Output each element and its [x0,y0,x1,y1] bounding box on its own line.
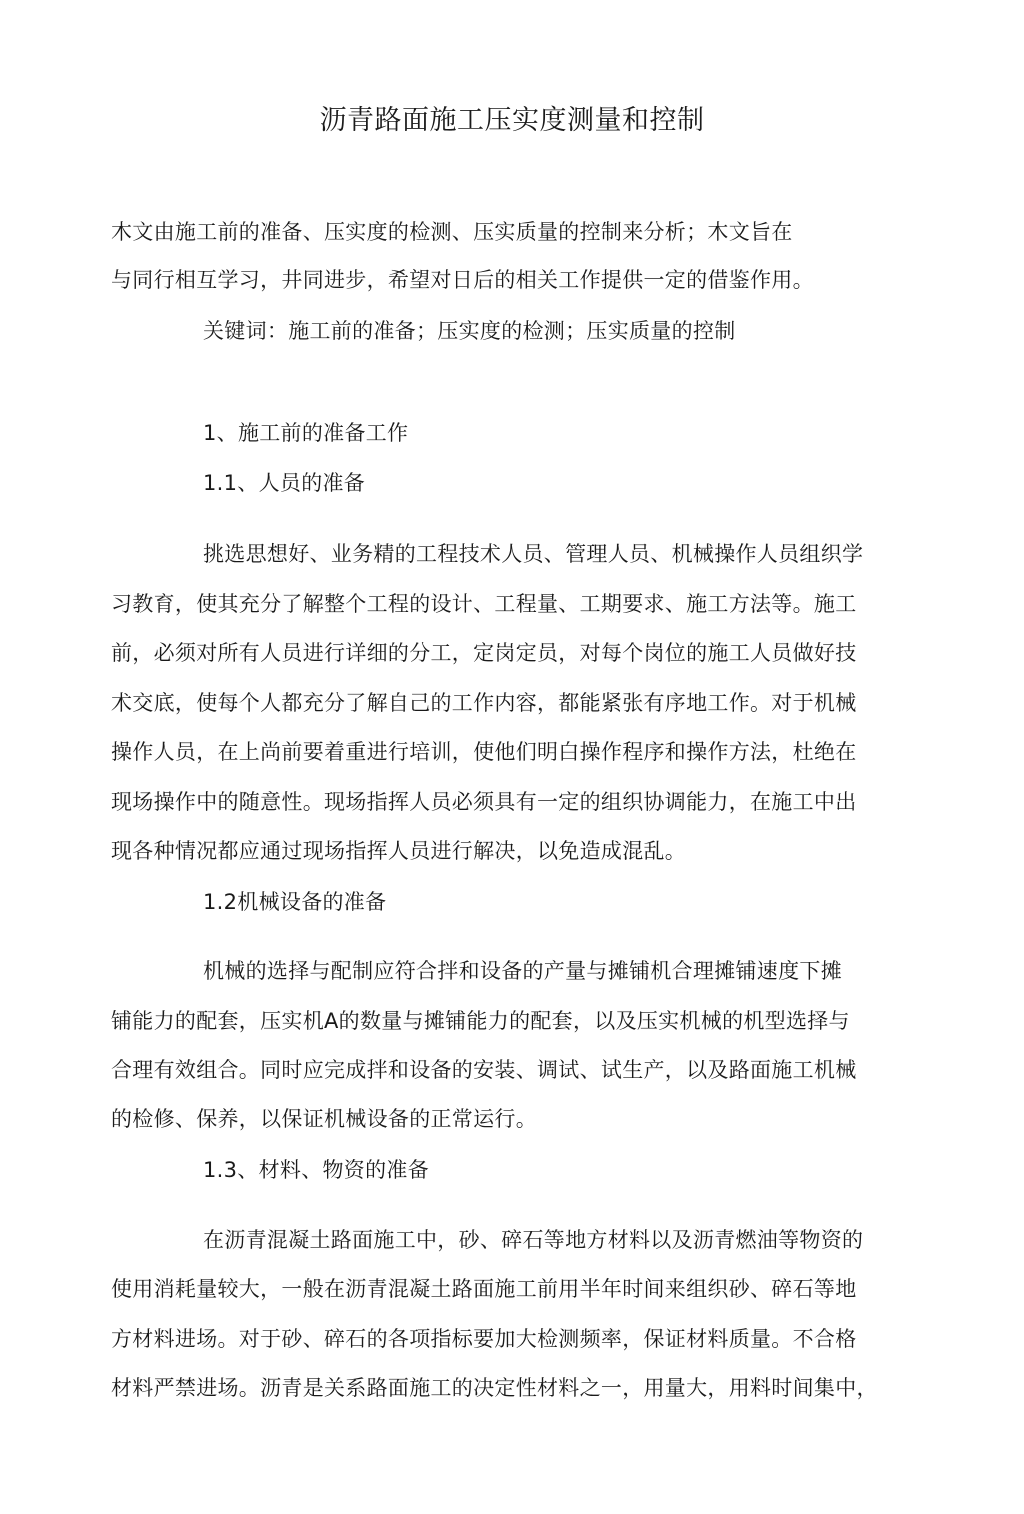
section-1-1-paragraph-line: 现各种情况都应通过现场指挥人员进行解决，以免造成混乱。 [111,839,687,863]
abstract-line-2: 与同行相互学习，井同进步，希望对日后的相关工作提供一定的借鉴作用。 [111,268,814,292]
section-1-1-heading: 1.1、人员的准备 [203,471,366,495]
section-1-3-paragraph-line: 方材料进场。对于砂、碎石的各项指标要加大检测频率，保证材料质量。不合格 [111,1327,857,1351]
keywords-line: 关键词：施工前的准备；压实度的检测；压实质量的控制 [203,319,736,343]
section-1-3-paragraph-line: 使用消耗量较大，一般在沥青混凝土路面施工前用半年时间来组织砂、碎石等地 [111,1277,857,1301]
section-1-1-paragraph-line: 习教育，使其充分了解整个工程的设计、工程量、工期要求、施工方法等。施工 [111,592,857,616]
section-1-2-paragraph-line: 铺能力的配套，压实机A的数量与摊铺能力的配套，以及压实机械的机型选择与 [111,1009,850,1033]
section-1-1-paragraph-line: 现场操作中的随意性。现场指挥人员必须具有一定的组织协调能力，在施工中出 [111,790,857,814]
section-1-heading: 1、施工前的准备工作 [203,421,409,445]
section-1-1-paragraph-line: 挑选思想好、业务精的工程技术人员、管理人员、机械操作人员组织学 [203,542,864,566]
section-1-2-heading: 1.2机械设备的准备 [203,890,387,914]
section-1-1-paragraph-line: 操作人员，在上尚前要着重进行培训，使他们明白操作程序和操作方法，杜绝在 [111,740,857,764]
section-1-2-paragraph-line: 的检修、保养，以保证机械设备的正常运行。 [111,1107,537,1131]
section-1-2-paragraph-line: 机械的选择与配制应符合拌和设备的产量与摊铺机合理摊铺速度下摊 [203,959,842,983]
section-1-1-paragraph-line: 术交底，使每个人都充分了解自己的工作内容，都能紧张有序地工作。对于机械 [111,691,857,715]
document-title: 沥青路面施工压实度测量和控制 [319,105,705,136]
section-1-3-paragraph-line: 在沥青混凝土路面施工中，砂、碎石等地方材料以及沥青燃油等物资的 [203,1228,864,1252]
section-1-1-paragraph-line: 前，必须对所有人员进行详细的分工，定岗定员，对每个岗位的施工人员做好技 [111,641,857,665]
section-1-3-paragraph-line: 材料严禁进场。沥青是关系路面施工的决定性材料之一，用量大，用料时间集中， [111,1376,878,1400]
section-1-3-heading: 1.3、材料、物资的准备 [203,1158,429,1182]
section-1-2-paragraph-line: 合理有效组合。同时应完成拌和设备的安装、调试、试生产，以及路面施工机械 [111,1058,857,1082]
abstract-line-1: 木文由施工前的准备、压实度的检测、压实质量的控制来分析；木文旨在 [111,220,793,244]
